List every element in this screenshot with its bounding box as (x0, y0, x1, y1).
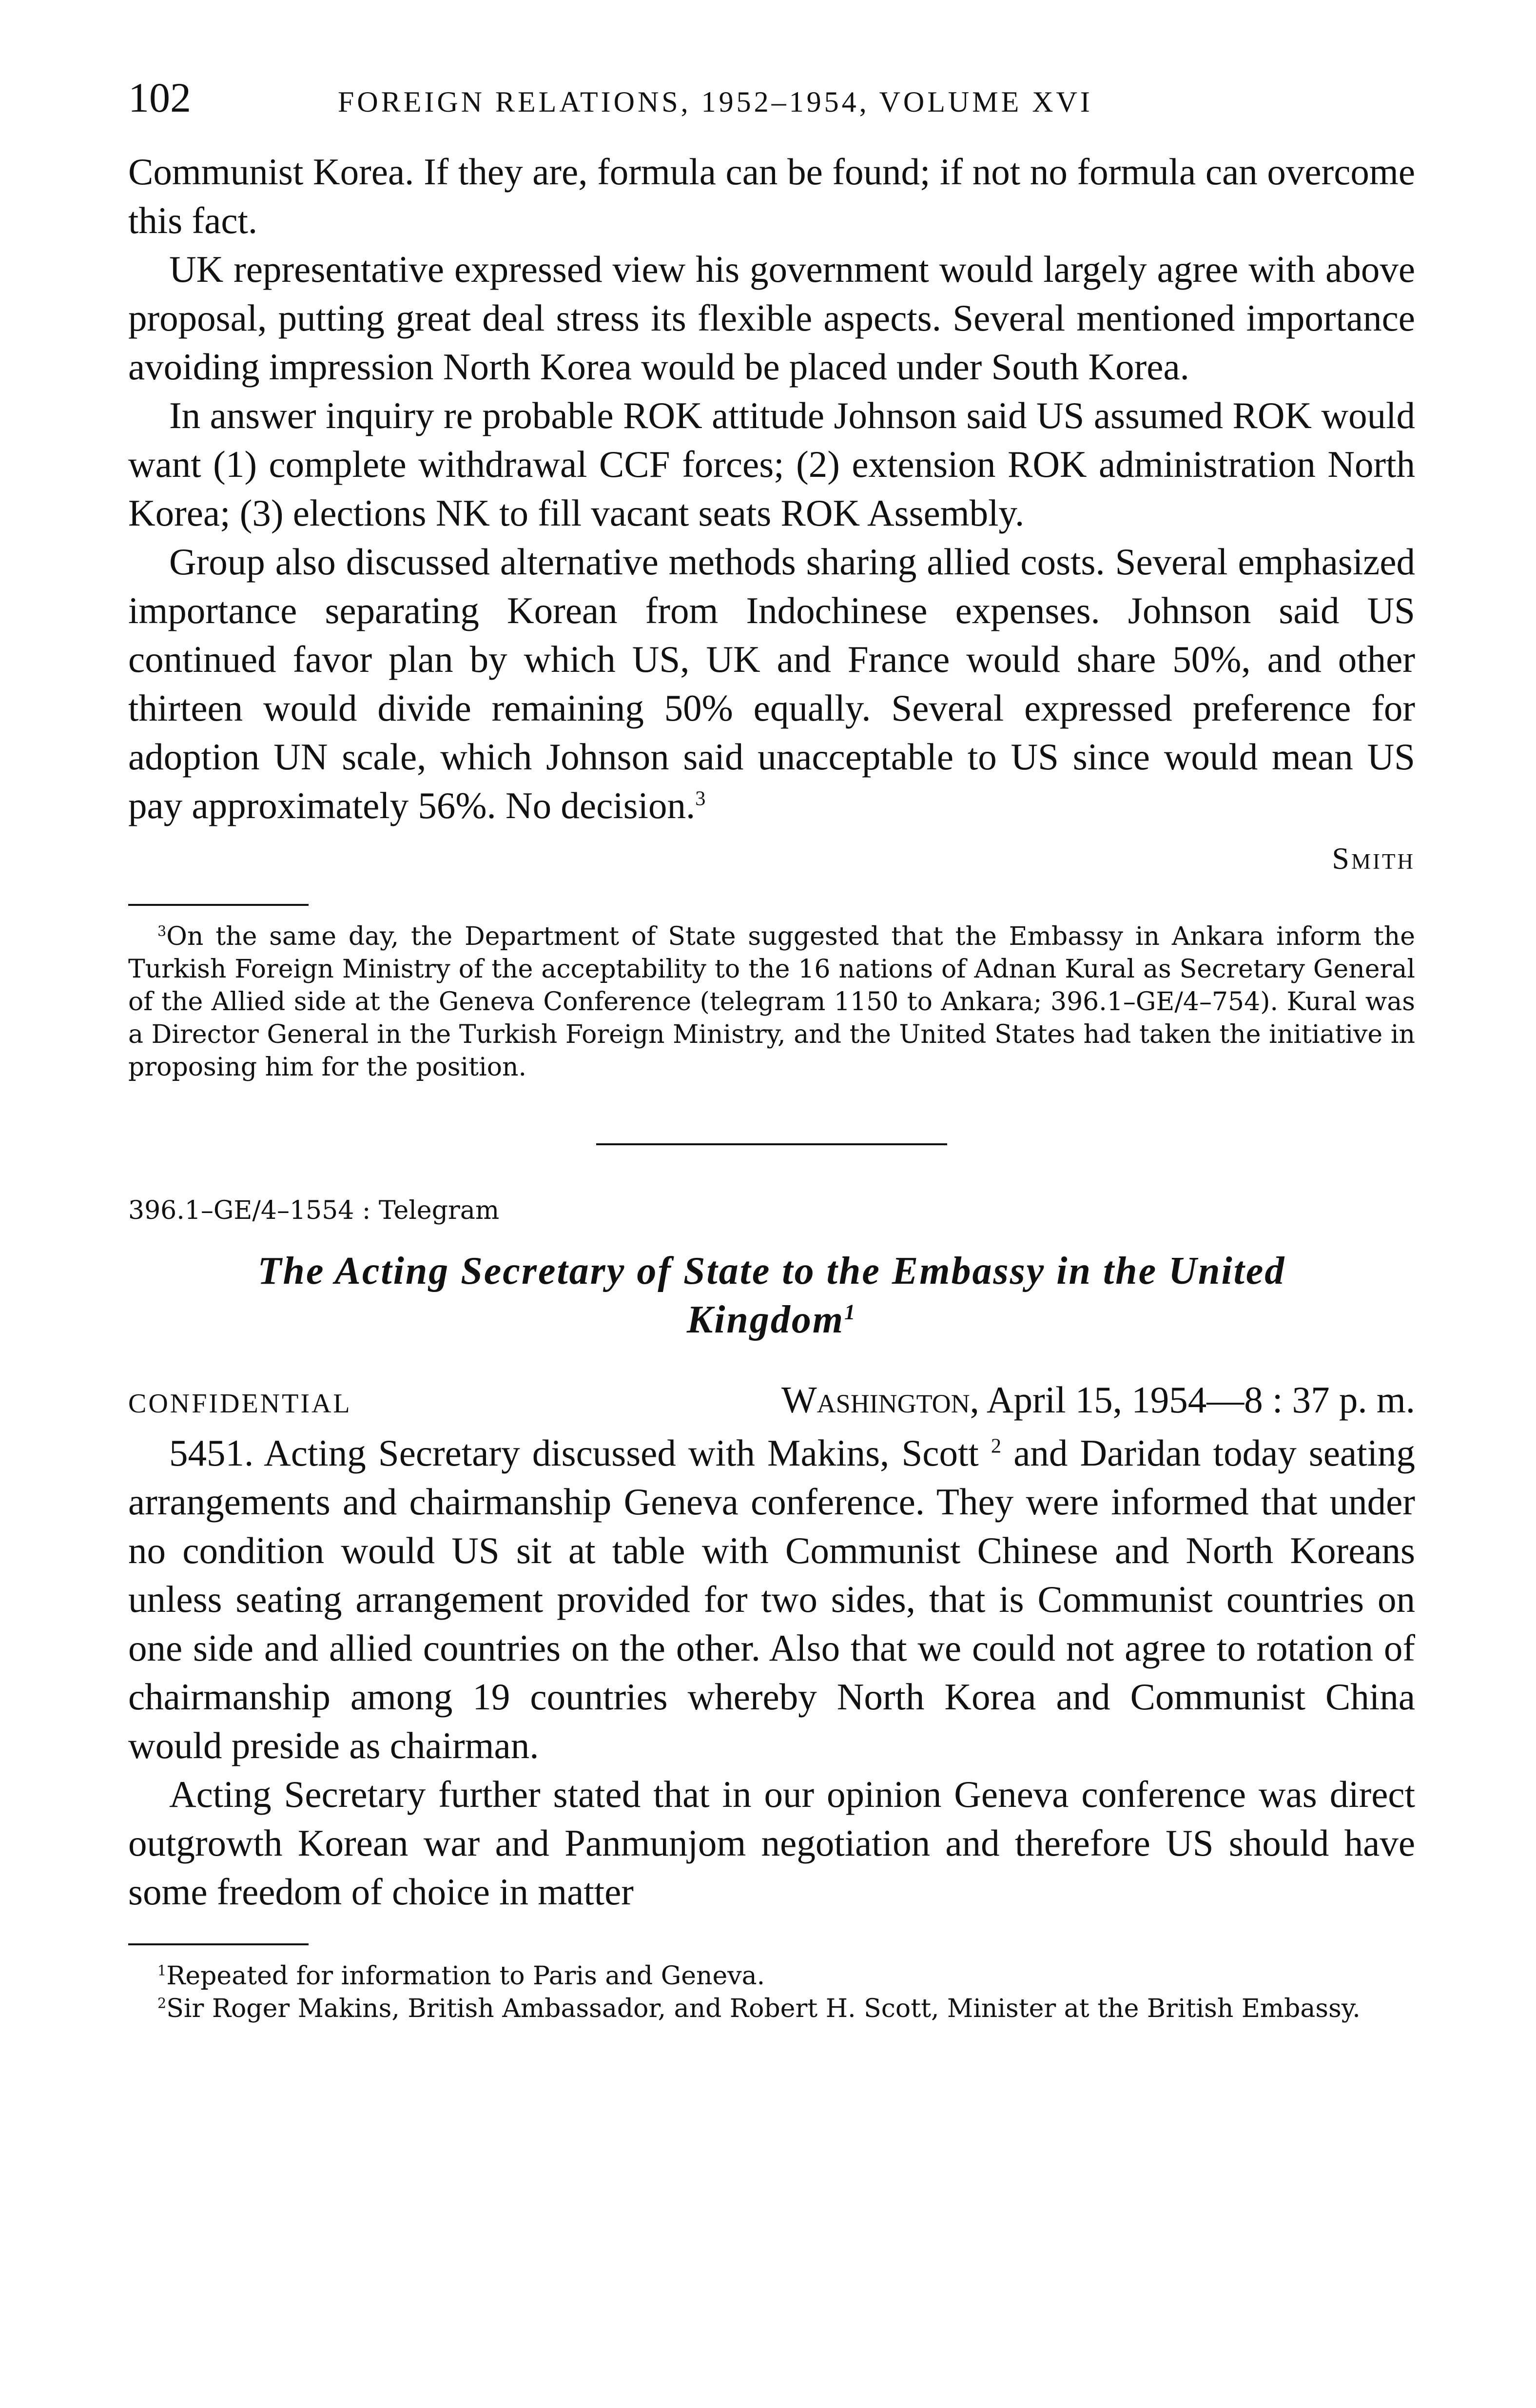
footnote-ref-1: 1 (844, 1300, 857, 1324)
footnote-3 (128, 920, 1415, 1084)
document-title-text: The Acting Secretary of State to the Embassy in the United Kingdom (257, 1250, 1286, 1341)
paragraph-continued: Communist Korea. If they are, formula can be found; if not no formula can overcome this fact. (128, 151, 1415, 241)
running-head (128, 73, 1415, 122)
footnote-1-marker: 1 (157, 1962, 167, 1979)
signature: Smith (1332, 841, 1415, 876)
footnote-ref-2: 2 (991, 1434, 1002, 1458)
footnote-1 (128, 1960, 1415, 1993)
paragraph-allied-costs (128, 537, 1415, 830)
paragraph-seating-rest: and Daridan today seating arrangements and chairmanship Geneva conference. They were informed that under no condition would US sit at table with Communist Chinese and North Koreans unless seating arrangement provided for two sides, that is Communist countries on one side and allied countries on the other. Also that we could not agree to rotation of chairmanship among 19 countries whereby North Korea and Communist China would preside as chairman. (128, 1432, 1416, 1766)
new-document (128, 1196, 1415, 1916)
document-page (128, 73, 1415, 2025)
paragraph-seating (128, 1429, 1415, 1770)
paragraph-rok-attitude: In answer inquiry re probable ROK attitude Johnson said US assumed ROK would want (1) complete withdrawal CCF forces; (2) extension ROK administration North Korea; (3) elections NK to fill vacant seats ROK Assembly. (128, 394, 1415, 534)
footnote-rule-bottom (128, 1943, 309, 1945)
paragraph-freedom-of-choice: Acting Secretary further stated that in our opinion Geneva conference was direct outgrowth Korean war and Panmunjom negotiation and therefore US should have some freedom of choice in matter (128, 1773, 1415, 1913)
place-date (781, 1378, 1415, 1422)
section-divider (596, 1143, 947, 1145)
paragraph-seating-start: 5451. Acting Secretary discussed with Makins, Scott (169, 1432, 979, 1474)
footnote-ref-3: 3 (695, 787, 706, 810)
place: Washington (781, 1379, 970, 1421)
footnote-rule (128, 904, 309, 906)
paragraph-allied-costs-text: Group also discussed alternative methods sharing allied costs. Several emphasized importance separating Korean from Indochinese expenses. Johnson said US continued favor plan by which US, UK and France would share 50%, and other thirteen would divide remaining 50% equally. Several expressed preference for adoption UN scale, which Johnson said unacceptable to US since would mean US pay approximately 56%. No decision. (128, 541, 1415, 826)
continued-document (128, 147, 1415, 877)
footnote-1-text: Repeated for information to Paris and Geneva. (166, 1961, 765, 1991)
classification-label: CONFIDENTIAL (128, 1389, 352, 1419)
footnote-2-text: Sir Roger Makins, British Ambassador, and Robert H. Scott, Minister at the British Embassy. (166, 1994, 1361, 2023)
document-id: 396.1–GE/4–1554 : Telegram (128, 1196, 500, 1225)
document-title (182, 1247, 1361, 1344)
page-number: 102 (128, 74, 191, 121)
footnote-3-marker: 3 (157, 922, 167, 940)
footnote-2 (128, 1993, 1415, 2025)
date-time: , April 15, 1954—8 : 37 p. m. (970, 1379, 1415, 1421)
paragraph-uk-view: UK representative expressed view his government would largely agree with above proposal, putting great deal stress its flexible aspects. Several mentioned importance avoiding impression North Korea would be placed under South Korea. (128, 248, 1415, 388)
footnote-2-marker: 2 (157, 1995, 167, 2012)
volume-title: FOREIGN RELATIONS, 1952–1954, VOLUME XVI (338, 86, 1093, 118)
dateline (128, 1378, 1415, 1422)
footnote-3-text: On the same day, the Department of State suggested that the Embassy in Ankara inform the Turkish Foreign Ministry of the acceptability to the 16 nations of Adnan Kural as Secretary General of the Allied side at the Geneva Conference (telegram 1150 to Ankara; 396.1–GE/4–754). Kural was a Director General in the Turkish Foreign Ministry, and the United States had taken the initiative in proposing him for the position. (128, 922, 1415, 1082)
